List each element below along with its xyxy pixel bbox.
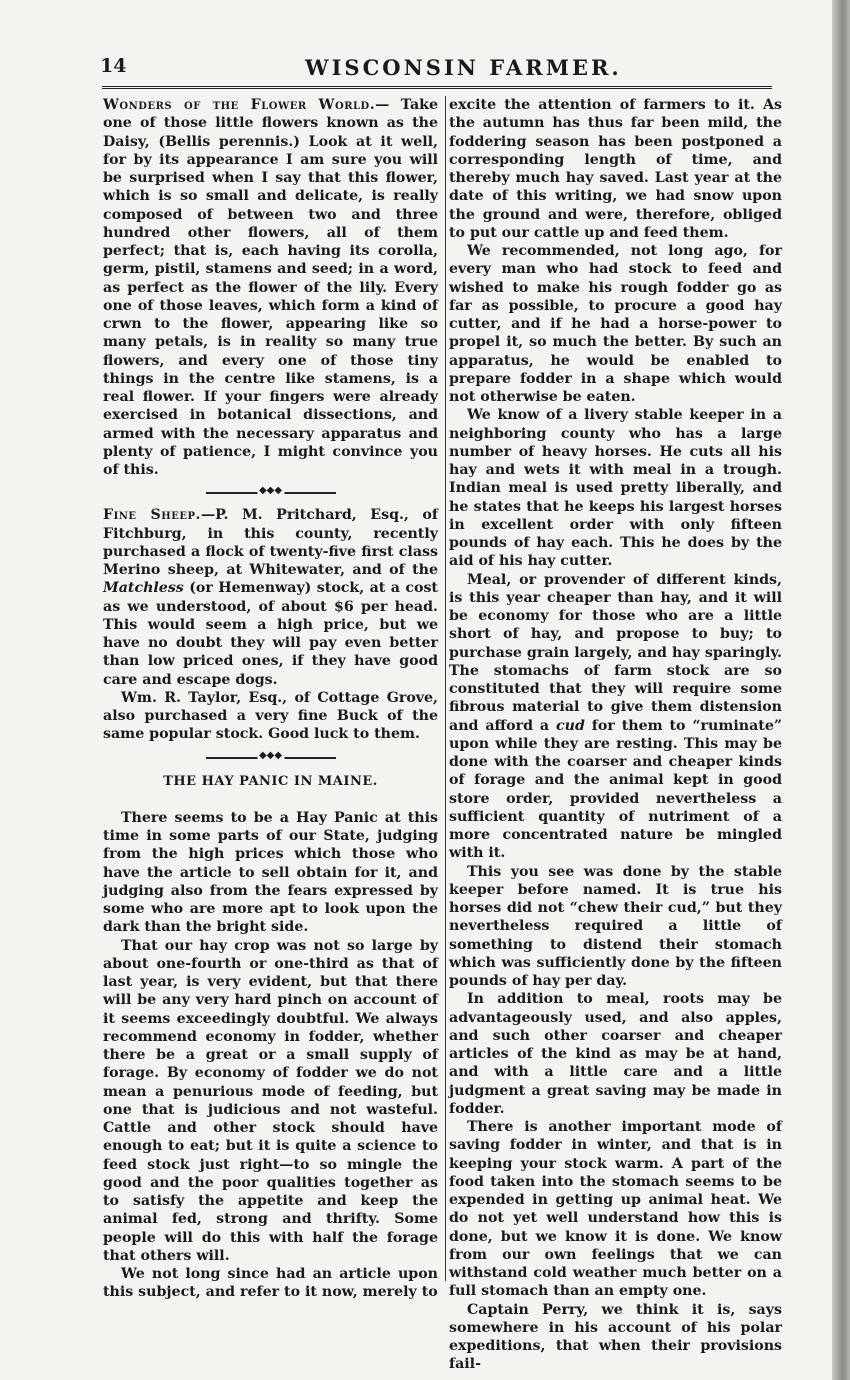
page-number: 14 bbox=[100, 55, 127, 77]
column-divider bbox=[445, 96, 446, 1281]
right-column bbox=[449, 96, 782, 1374]
hay-paragraph-2: That our hay crop was not so large by about one-fourth or one-third as that of last year, is very evident, but that there will be any very hard pinch on account of it seems exceedingly doubtful. We always recommend economy in fodder, whether there be a great or a small supply of forage. By economy of fodder we do not mean a penurious mode of feeding, but one that is judicious and not wasteful. Cattle and other stock should have enough to eat; but it is quite a science to feed stock just right—to so mingle the good and the poor qualities together as to satisfy the appetite and keep the animal fed, strong and thrifty. Some people will do this with half the forage that others will. bbox=[103, 937, 438, 1264]
right-paragraph-7: There is another important mode of saving fodder in winter, and that is in keeping your stock warm. A part of the food taken into the stomach seems to be expended in getting up animal heat. We do not yet well understand how this is done, but we know it is done. We know from our own feelings that we can withstand cold weather much better on a full stomach than an empty one. bbox=[449, 1119, 782, 1300]
sheep-article bbox=[103, 506, 438, 689]
hay-paragraph-3: We not long since had an article upon this subject, and refer to it now, merely to bbox=[103, 1266, 438, 1301]
page-header bbox=[100, 55, 775, 85]
right-paragraph-4 bbox=[449, 571, 782, 863]
p4-cud: cud bbox=[556, 717, 585, 734]
right-paragraph-2: We recommended, not long ago, for every man who had stock to feed and wished to make his rough fodder go as far as possible, to procure a good hay cutter, and if he had a horse-power to propel it, so much the better. By such an apparatus, he would be enabled to prepare fodder in a shape which would not otherwise be eaten. bbox=[449, 243, 782, 405]
p4-text-a: Meal, or provender of different kinds, is this year cheaper than hay, and it will be economy for those who are a little short of hay, and propose to buy; to purchase grain largely, and hay sparingly. The stomachs of farm stock are so constituted that they will require some fibrous material to give them distension and afford a bbox=[449, 571, 782, 734]
p4-text-b: for them to “ruminate” upon while they are resting. This may be done with the coarser and cheaper kinds of forage and the animal kept in good store order, provided nevertheless a sufficient quantity of nutriment of a more concentrated nature be mingled with it. bbox=[449, 717, 782, 862]
sheep-body-2: (or Hemenway) stock, at a cost as we understood, of about $6 per head. This would seem a high price, but we have no doubt they will pay even better than low priced ones, if they have good care and escape dogs. bbox=[103, 580, 438, 688]
sheep-body-1: —P. M. Pritchard, Esq., of Fitchburg, in this county, recently purchased a flock of twenty-five first class Merino sheep, at Whitewater, and of the bbox=[103, 507, 438, 578]
header-rule bbox=[102, 86, 772, 89]
sheep-paragraph-2: Wm. R. Taylor, Esq., of Cottage Grove, also purchased a very fine Buck of the same popular stock. Good luck to them. bbox=[103, 689, 438, 743]
left-column bbox=[103, 96, 438, 1302]
right-paragraph-3: We know of a livery stable keeper in a neighboring county who has a large number of heavy horses. He cuts all his hay and wets it with meal in a trough. Indian meal is used pretty liberally, and he states that he keeps his largest horses in excellent order with only fifteen pounds of hay each. This he does by the aid of his hay cutter. bbox=[449, 407, 782, 570]
right-paragraph-5: This you see was done by the stable keeper before named. It is true his horses did not “chew their cud,” but they nevertheless required a little of something to distend their stomach which was sufficiently done by the fifteen pounds of hay per day. bbox=[449, 863, 782, 989]
right-paragraph-1: excite the attention of farmers to it. As the autumn has thus far been mild, the foddering season has been postponed a corresponding length of time, and thereby much hay saved. Last year at the date of this writing, we had snow upon the ground and were, therefore, obliged to put our cattle up and feed them. bbox=[449, 97, 782, 241]
wonders-article bbox=[103, 96, 438, 479]
hay-paragraph-1: There seems to be a Hay Panic at this time in some parts of our State, judging from the high prices which those who have the article to sell obtain for it, and judging also from the fears expressed by some who are more apt to look upon the dark than the bright side. bbox=[103, 809, 438, 936]
separator-ornament: ◆◆◆ bbox=[258, 749, 283, 761]
wonders-body: — Take one of those little flowers known as the Daisy, (Bellis perennis.) Look at it well, for by its appearance I am sure you will be surprised when I say that this flower, which is so small and delicate, is really composed of between two and three hundred other flowers, all of them perfect; that is, each having its corolla, germ, pistil, stamens and seed; in a word, as perfect as the flower of the lily. Every one of those leaves, which form a kind of crwn to the flower, appearing like so many petals, is in reality so many true flowers, and every one of those tiny things in the centre like stamens, is a real flower. If your fingers were already exercised in botanical dissections, and armed with the necessary apparatus and plenty of patience, I might convince you of this. bbox=[103, 97, 439, 478]
sheep-title: Fine Sheep. bbox=[103, 507, 201, 524]
separator-ornament: ◆◆◆ bbox=[258, 485, 283, 497]
running-title: WISCONSIN FARMER. bbox=[305, 55, 622, 80]
wonders-title: Wonders of the Flower World. bbox=[103, 97, 376, 113]
section-separator bbox=[206, 749, 336, 763]
section-separator bbox=[206, 485, 336, 498]
sheep-matchless: Matchless bbox=[103, 580, 184, 597]
page-edge bbox=[832, 0, 850, 1380]
right-paragraph-8: Captain Perry, we think it is, says somewhere in his account of his polar expeditions, that when their provisions fail- bbox=[449, 1301, 782, 1373]
right-paragraph-6: In addition to meal, roots may be advantageously used, and also apples, and such other coarser and cheaper articles of the kind as may be at hand, and with a little care and a little judgment a great saving may be made in fodder. bbox=[449, 991, 782, 1117]
hay-panic-heading: THE HAY PANIC IN MAINE. bbox=[163, 773, 378, 789]
